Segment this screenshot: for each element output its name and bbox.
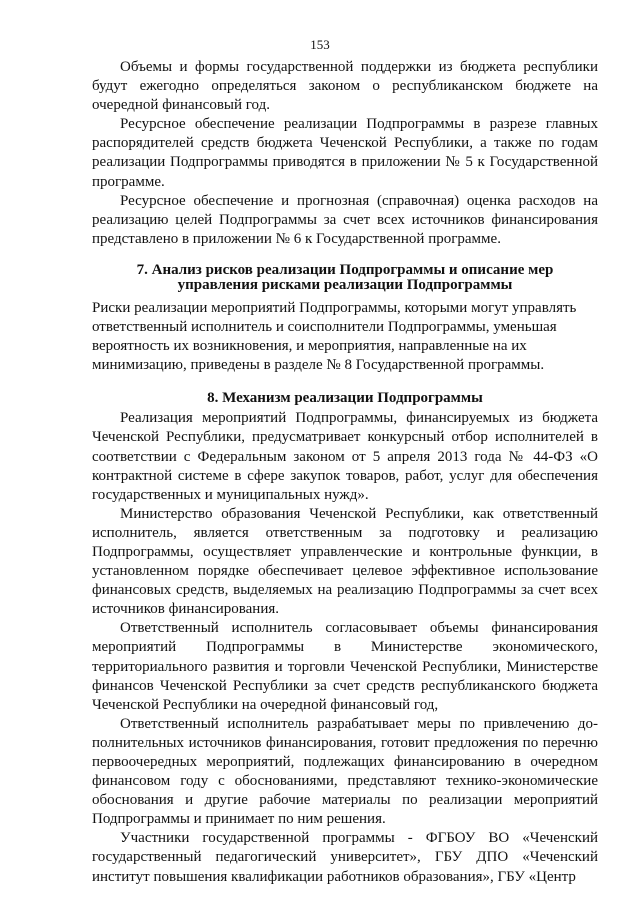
- paragraph-state-support: Объемы и формы государственной поддержки из бюджета республики будут ежегодно определяться законом о республиканском бюджете на очередной финансовый год.: [92, 59, 598, 114]
- section-8-heading: 8. Механизм реализации Подпрограммы: [207, 390, 483, 407]
- paragraph-funding-coordination: Ответственный исполнитель согласовывает объемы финансирования мероприятий Подпрограммы в Министерстве экономического, территориального развития и торговли Чеченской Республики, Министерстве финансов Чеченской Республики за счет средств республиканского бюджета Чеченской Республики на очередной финансовый год,: [92, 620, 598, 713]
- paragraph-program-participants: Участники государственной программы - ФГБОУ ВО «Чеченский государственный педагогический университет», ГБУ ДПО «Чеченский институт повышения квалификации работников образования», ГБУ «Центр: [92, 830, 598, 885]
- paragraph-additional-sources: Ответственный исполнитель разрабатывает меры по привлечению до-полнительных источников финансирования, готовит предложения по перечню первоочередных мероприятий, подлежащих финансированию в очередном финансовом году с обоснованиями, представляют технико-экономические обоснования и другие рабочие материалы по реализации мероприятий Подпрограммы и принимает по ним решения.: [92, 715, 598, 828]
- page-number: 153: [310, 37, 330, 52]
- paragraph-risks: Риски реализации мероприятий Подпрограммы, которыми могут управлять ответственный исполнитель и соисполнители Подпрограммы, уменьшая вероятность их возникновения, и мероприятия, направленные на их минимизацию, приведены в разделе № 8 Государственной программы.: [92, 299, 577, 374]
- paragraph-ministry-responsibility: Министерство образования Чеченской Республики, как ответственный исполнитель, является ответственным за подготовку и реализацию Подпрограммы, осуществляет управленческие и контрольные функции, в установленном порядке обеспечивает целевое эффективное использование финансовых средств, выделяемых на реализацию Подпрограммы за счет всех источников финансирования.: [92, 505, 598, 618]
- section-7-heading-line-1: 7. Анализ рисков реализации Подпрограммы и описание мер: [136, 261, 554, 278]
- paragraph-resource-provision: Ресурсное обеспечение реализации Подпрограммы в разрезе главных распорядителей средств бюджета Чеченской Республики, а также по годам реализации Подпрограммы приводятся в приложении № 5 к Государственной программе.: [92, 116, 598, 190]
- document-body: [92, 58, 598, 887]
- paragraph-resource-forecast: Ресурсное обеспечение и прогнозная (справочная) оценка расходов на реализацию целей Подпрограммы за счет всех источников финансирования представлено в приложении № 6 к Государственной программе.: [92, 192, 598, 247]
- section-7-heading-line-2: управления рисками реализации Подпрограммы: [177, 276, 513, 293]
- paragraph-competitive-selection: Реализация мероприятий Подпрограммы, финансируемых из бюджета Чеченской Республики, предусматривает конкурсный отбор исполнителей в соответствии с Федеральным законом от 5 апреля 2013 года № 44-ФЗ «О контрактной системе в сфере закупок товаров, работ, услуг для обеспечения государственных и муниципальных нужд».: [92, 410, 598, 503]
- section-7-heading: [92, 263, 598, 293]
